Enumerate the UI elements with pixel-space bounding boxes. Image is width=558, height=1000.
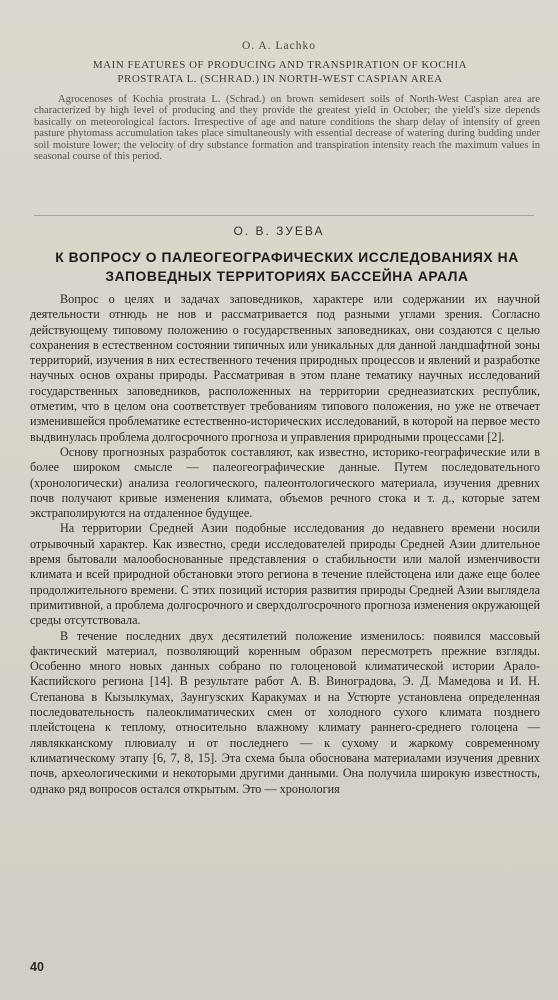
russian-article-body bbox=[30, 292, 540, 797]
page-number: 40 bbox=[30, 960, 44, 974]
english-abstract: Agrocenoses of Kochia prostrata L. (Schrad.) on brown semidesert soils of North-West Caspian area are characterized by high level of producing and they provide the greatest yield in October; the yield's size depends basically on meteorological factors. Irrespective of age and nature conditions the sharp delay of intensity of green pasture phytomass accumulation takes place simultaneously with essential decrease of watering during budding under soil moisture lower; the velocity of dry substance formation and transpiration intensity reach the maximum values in seasonal course of this period. bbox=[34, 94, 540, 163]
body-paragraph-2: Основу прогнозных разработок составляют, как известно, историко-географические или в более широком смысле — палеогеографические данные. Путем последовательного (хронологически) анализа геологического, палеонтологического материала, изучения древних почв получают кривые изменения климата, объемов речного стока и т. д., которые затем экстраполируются на отдаленное будущее. bbox=[30, 444, 540, 521]
english-article-title: MAIN FEATURES OF PRODUCING AND TRANSPIRATION OF KOCHIA PROSTRATA L. (SCHRAD.) IN NORTH-WEST CASPIAN AREA bbox=[92, 59, 468, 85]
russian-article-title: К ВОПРОСУ О ПАЛЕОГЕОГРАФИЧЕСКИХ ИССЛЕДОВАНИЯХ НА ЗАПОВЕДНЫХ ТЕРРИТОРИЯХ БАССЕЙНА АРАЛА bbox=[55, 250, 519, 284]
russian-article-author: О. В. ЗУЕВА bbox=[233, 224, 325, 238]
body-paragraph-1: Вопрос о целях и задачах заповедников, характере или содержании их научной деятельности отнюдь не нов и рассматривается под разными углами зрения. Согласно действующему типовому положению о государственных заповедниках, они создаются с целью сохранения в естественном состоянии типичных или уникальных для данной ландшафтной зоны территорий, изучения в них естественного течения природных процессов и явлений и разработке научных основ охраны природы. Рассматривая в этом плане тематику научных исследований государственных заповедников, расположенных на территории среднеазиатских республик, отметим, что в целом она соответствует требованиям типового положения, но уже не отвечает изменившейся проблематике естественно-исторических исследований, в которой на первое место выдвинулась проблема долгосрочного прогноза и управления природными процессами [2]. bbox=[30, 292, 540, 444]
body-paragraph-4: В течение последних двух десятилетий положение изменилось: появился массовый фактический материал, позволяющий коренным образом пересмотреть прежние взгляды. Особенно много новых данных собрано по голоценовой климатической истории Арало-Каспийского региона [14]. В результате работ А. В. Виноградова, Э. Д. Мамедова и И. Н. Степанова в Кызылкумах, Заунгузских Каракумах и на Устюрте установлена определенная последовательность палеоклиматических смен от холодного сухого климата позднего плейстоцена к теплому, относительно влажному климату раннего-среднего голоцена — лявлякканскому плювиалу и от последнего — к сухому и жаркому современному климатическому этапу [6, 7, 8, 15]. Эта схема была обоснована материалами изучения древних почв, археологическими и некоторыми другими данными. Она получила широкую известность, однако ряд вопросов остался открытым. Это — хронология bbox=[30, 628, 540, 796]
english-article-author: O. A. Lachko bbox=[242, 40, 316, 52]
section-divider bbox=[34, 215, 534, 216]
body-paragraph-3: На территории Средней Азии подобные исследования до недавнего времени носили отрывочный характер. Как известно, среди исследователей природы Средней Азии длительное время бытовали малообоснованные представления о стабильности или малой изменчивости климата и всей природной обстановки этого региона в течение плейстоцена или даже еще более продолжительного времени. С этих позиций история развития природы Средней Азии выглядела примитивной, а проблема долгосрочного и сверхдолгосрочного прогноза изменения окружающей среды отсутствовала. bbox=[30, 521, 540, 628]
